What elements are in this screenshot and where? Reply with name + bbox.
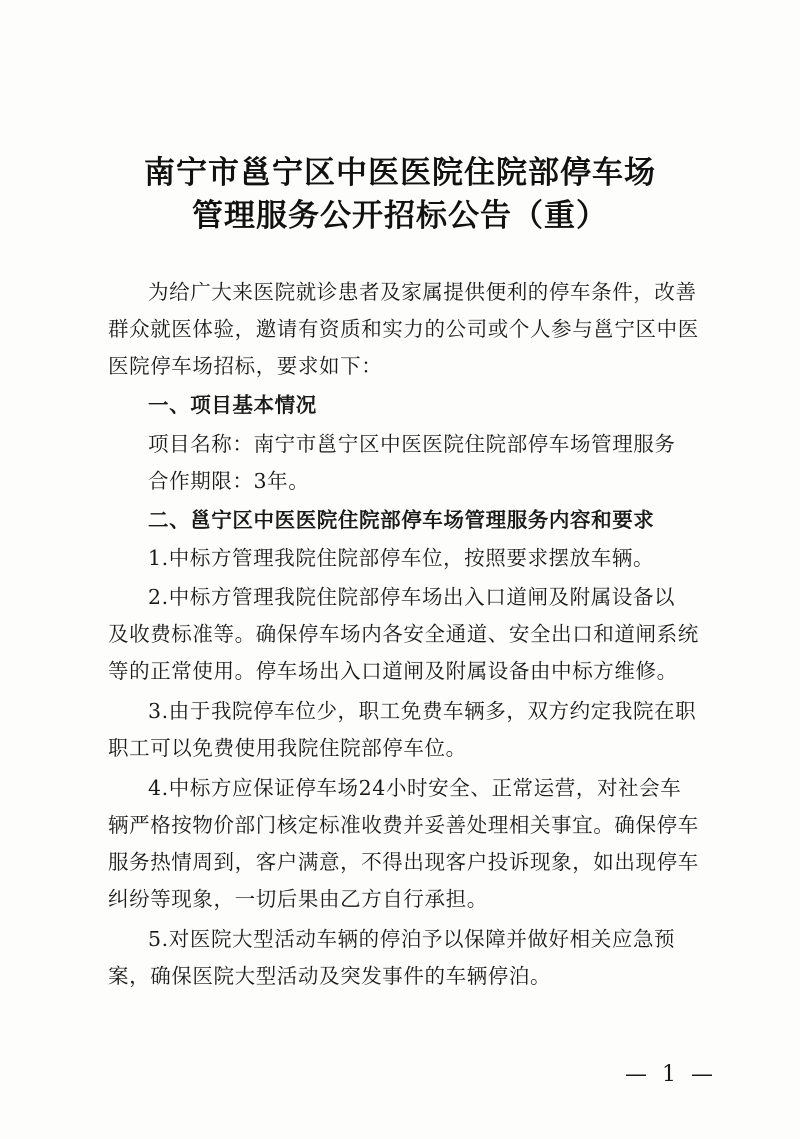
page-number: — 1 —: [625, 1062, 717, 1087]
paragraph-line: 纠纷等现象，一切后果由乙方自行承担。: [108, 887, 488, 911]
paragraph-line: 5.对医院大型活动车辆的停泊予以保障并做好相关应急预: [148, 927, 676, 951]
paragraph-line: 为给广大来医院就诊患者及家属提供便利的停车条件，改善: [148, 280, 697, 304]
paragraph-line: 案，确保医院大型活动及突发事件的车辆停泊。: [108, 964, 552, 988]
paragraph-line: 2.中标方管理我院住院部停车场出入口道闸及附属设备以: [148, 585, 676, 609]
paragraph-line: 职工可以免费使用我院住院部停车位。: [108, 736, 467, 760]
paragraph-line: 4.中标方应保证停车场24小时安全、正常运营，对社会车: [148, 776, 682, 800]
document-title-line-2: 管理服务公开招标公告（重）: [192, 198, 608, 234]
paragraph-line: 辆严格按物价部门核定标准收费并妥善处理相关事宜。确保停车: [108, 813, 699, 837]
paragraph-line: 3.由于我院停车位少，职工免费车辆多，双方约定我院在职: [148, 699, 697, 723]
section-heading: 一、项目基本情况: [148, 393, 317, 417]
section-heading: 二、邕宁区中医医院住院部停车场管理服务内容和要求: [148, 508, 655, 532]
paragraph-line: 医院停车场招标，要求如下：: [108, 354, 383, 378]
paragraph-line: 群众就医体验，邀请有资质和实力的公司或个人参与邕宁区中医: [108, 317, 699, 341]
document-title-line-1: 南宁市邕宁区中医医院住院部停车场: [144, 155, 656, 191]
paragraph-line: 服务热情周到，客户满意，不得出现客户投诉现象，如出现停车: [108, 850, 699, 874]
paragraph-line: 1.中标方管理我院住院部停车位，按照要求摆放车辆。: [148, 546, 655, 570]
paragraph-line: 及收费标准等。确保停车场内各安全通道、安全出口和道闸系统: [108, 622, 699, 646]
paragraph-line: 合作期限：3年。: [148, 469, 310, 493]
paragraph-line: 项目名称：南宁市邕宁区中医医院住院部停车场管理服务: [148, 432, 676, 456]
paragraph-line: 等的正常使用。停车场出入口道闸及附属设备由中标方维修。: [108, 659, 678, 683]
